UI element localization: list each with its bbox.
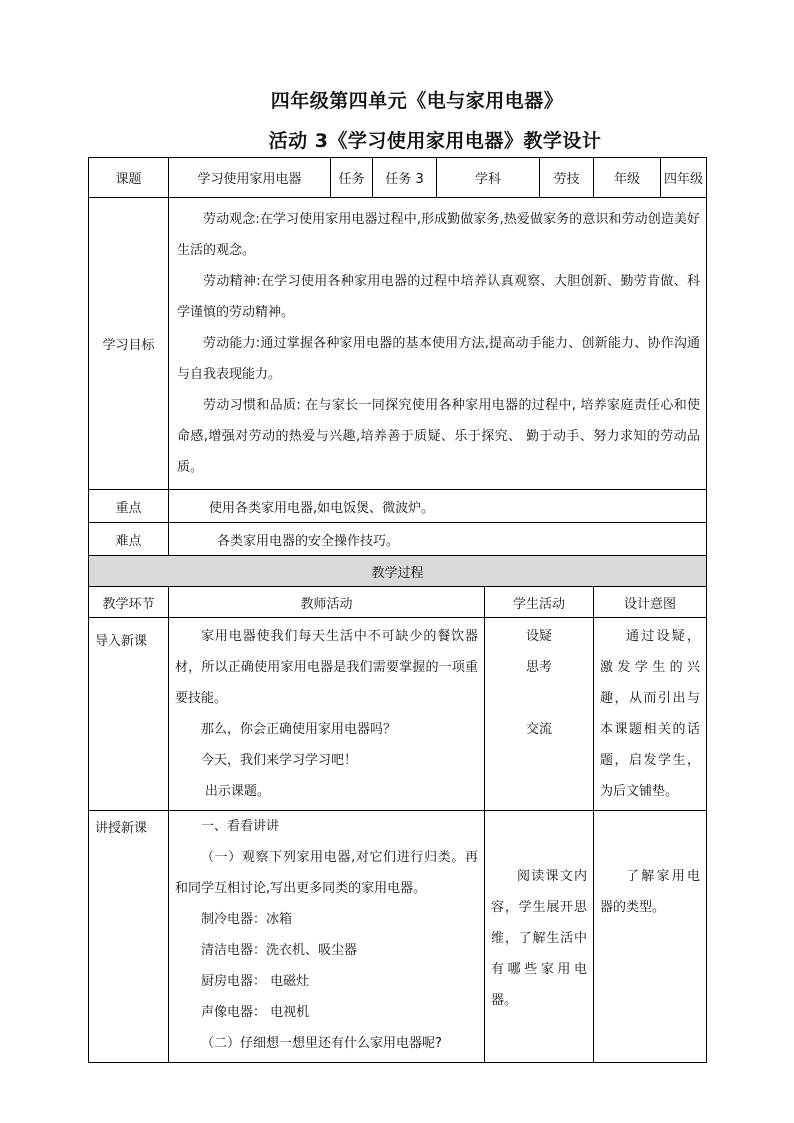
teacher-line: 出示课题。 xyxy=(204,784,270,799)
objective-item: 劳动能力:通过掌握各种家用电器的基本使用方法,提高动手能力、创新能力、协作沟通与自我表现能力。 xyxy=(177,336,701,382)
col-intent: 设计意图 xyxy=(594,587,707,618)
difficulty-row xyxy=(89,523,707,556)
difficulty-label: 难点 xyxy=(89,523,169,556)
header-row xyxy=(89,158,707,198)
process-title: 教学过程 xyxy=(89,556,707,587)
col-student: 学生活动 xyxy=(485,587,594,618)
teacher-line: 那么，你会正确使用家用电器吗？ xyxy=(201,722,397,737)
teacher-line: 声像电器： 电视机 xyxy=(201,1005,310,1020)
grade-label: 年级 xyxy=(594,158,661,198)
teacher-line: 制冷电器：冰箱 xyxy=(201,912,293,927)
document-subtitle: 活动 3《学习使用家用电器》教学设计 xyxy=(268,130,602,152)
objectives-label: 学习目标 xyxy=(89,198,169,490)
process-row-teach xyxy=(89,811,707,1063)
student-activity xyxy=(485,811,594,1063)
objectives-content xyxy=(169,198,707,490)
key-point-row xyxy=(89,490,707,523)
teacher-line: 家用电器使我们每天生活中不可缺少的餐饮器材，所以正确使用家用电器是我们需要掌握的一项重要技能。 xyxy=(175,629,479,706)
teacher-activity xyxy=(169,618,485,811)
objectives-row xyxy=(89,198,707,490)
task-label: 任务 xyxy=(331,158,373,198)
subject-value: 劳技 xyxy=(540,158,594,198)
key-point-value: 使用各类家用电器,如电饭煲、微波炉。 xyxy=(169,490,707,523)
teacher-line: （二）仔细想一想里还有什么家用电器呢? xyxy=(201,1036,442,1051)
col-stage: 教学环节 xyxy=(89,587,169,618)
teacher-line: 今天，我们来学习学习吧！ xyxy=(201,753,358,768)
topic-value: 学习使用家用电器 xyxy=(169,158,331,198)
teacher-line: 一、看看讲讲 xyxy=(201,819,280,834)
intent-text: 通过设疑，激发学生的兴趣，从而引出与本课题相关的话题，启发学生，为后文铺垫。 xyxy=(600,629,701,799)
student-line: 思考 xyxy=(526,660,553,675)
subject-label: 学科 xyxy=(437,158,540,198)
design-intent xyxy=(594,618,707,811)
student-line: 交流 xyxy=(526,722,553,737)
objective-item: 劳动习惯和品质: 在与家长一同探究使用各种家用电器的过程中, 培养家庭责任心和使命感,增强对劳动的热爱与兴趣,培养善于质疑、乐于探究、 勤于动手、努力求知的劳动品质。 xyxy=(177,398,701,475)
teacher-line: （一）观察下列家用电器,对它们进行归类。再和同学互相讨论,写出更多同类的家用电器。 xyxy=(175,850,479,896)
objective-item: 劳动精神:在学习使用各种家用电器的过程中培养认真观察、大胆创新、勤劳肯做、科学谨慎的劳动精神。 xyxy=(177,274,701,320)
document-title: 四年级第四单元《电与家用电器》 xyxy=(270,90,564,112)
topic-label: 课题 xyxy=(89,158,169,198)
process-row-intro xyxy=(89,618,707,811)
teacher-line: 清洁电器：洗衣机、吸尘器 xyxy=(201,943,358,958)
teacher-line: 厨房电器： 电磁灶 xyxy=(201,974,310,989)
lesson-plan-table xyxy=(88,157,707,1063)
key-point-label: 重点 xyxy=(89,490,169,523)
student-text: 阅读课文内容，学生展开思维，了解生活中有哪些家用电器。 xyxy=(491,869,588,1008)
student-line: 设疑 xyxy=(526,629,553,644)
stage-label: 导入新课 xyxy=(89,618,169,811)
process-title-row xyxy=(89,556,707,587)
process-header-row xyxy=(89,587,707,618)
difficulty-value: 各类家用电器的安全操作技巧。 xyxy=(169,523,707,556)
task-value: 任务 3 xyxy=(373,158,437,198)
student-line xyxy=(491,683,587,714)
teacher-activity xyxy=(169,811,485,1063)
col-teacher: 教师活动 xyxy=(169,587,485,618)
objective-item: 劳动观念:在学习使用家用电器过程中,形成勤做家务,热爱做家务的意识和劳动创造美好生活的观念。 xyxy=(177,212,701,258)
design-intent xyxy=(594,811,707,1063)
grade-value: 四年级 xyxy=(661,158,707,198)
student-activity xyxy=(485,618,594,811)
intent-text: 了解家用电器的类型。 xyxy=(600,869,701,915)
stage-label: 讲授新课 xyxy=(89,811,169,1063)
